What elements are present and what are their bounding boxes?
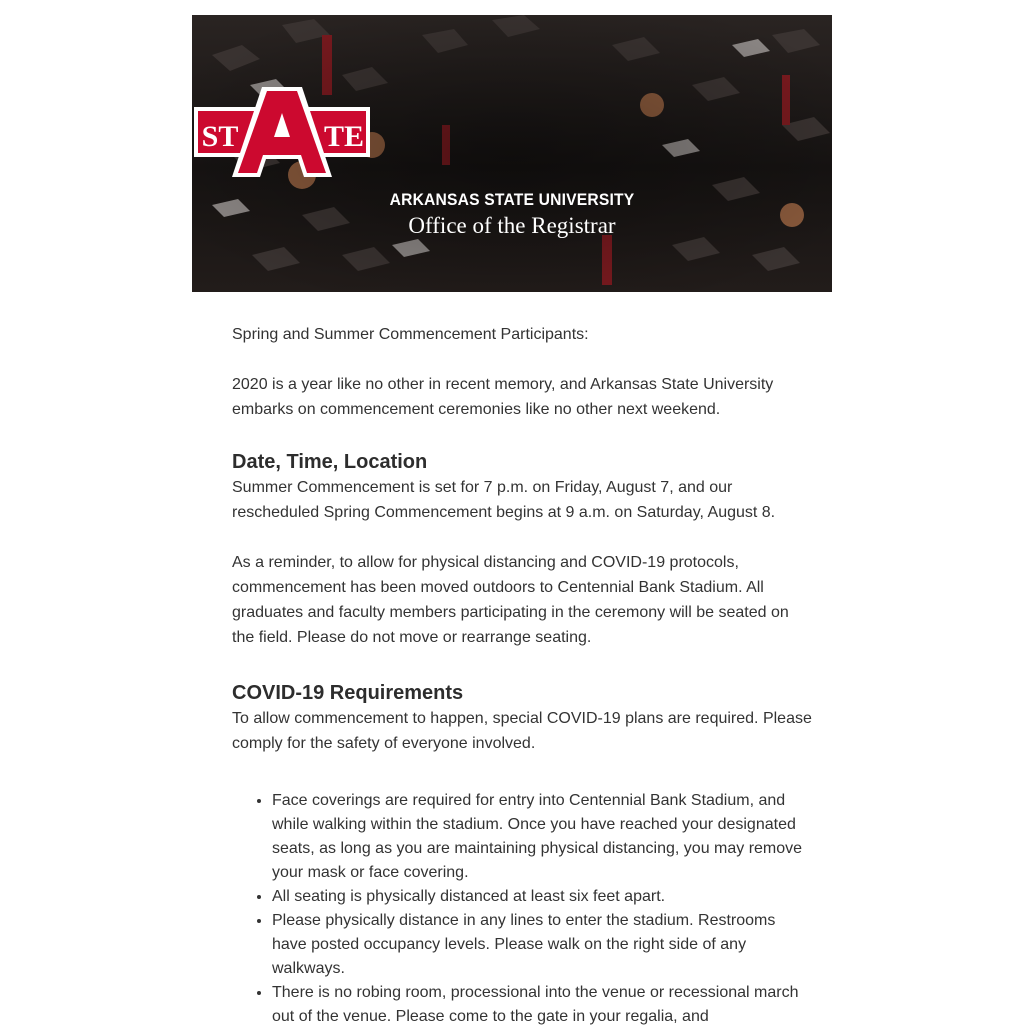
intro-paragraph: 2020 is a year like no other in recent memory, and Arkansas State University embarks on commencement ceremonies like no other next weekend.	[232, 376, 774, 418]
logo-letters-st: ST	[201, 120, 239, 153]
list-item: • Face coverings are required for entry into Centennial Bank Stadium, and while walking within the stadium. Once you have reached your designated seats, as long as you are maintaining physical distancing, you may remove your mask or face covering.	[272, 789, 812, 885]
covid-requirements-list	[232, 789, 812, 1029]
section-heading-covid-requirements: COVID-19 Requirements	[232, 682, 464, 704]
greeting: Spring and Summer Commencement Participants:	[232, 326, 589, 343]
covid-intro-paragraph: To allow commencement to happen, special COVID-19 plans are required. Please comply for the safety of everyone involved.	[232, 710, 812, 752]
section-heading-date-time-location: Date, Time, Location	[232, 451, 428, 473]
logo-letters-te: TE	[323, 120, 365, 153]
email-body	[232, 322, 812, 1029]
date-paragraph: Summer Commencement is set for 7 p.m. on Friday, August 7, and our rescheduled Spring Commencement begins at 9 a.m. on Saturday, August 8.	[232, 479, 776, 521]
location-paragraph: As a reminder, to allow for physical distancing and COVID-19 protocols, commencement has been moved outdoors to Centennial Bank Stadium. All graduates and faculty members participating in the ceremony will be seated on the field. Please do not move or rearrange seating.	[232, 554, 789, 646]
list-item: • All seating is physically distanced at least six feet apart.	[272, 885, 812, 909]
list-item: • Please physically distance in any lines to enter the stadium. Restrooms have posted occupancy levels. Please walk on the right side of any walkways.	[272, 909, 812, 981]
list-item: • There is no robing room, processional into the venue or recessional march out of the venue. Please come to the gate in your regalia, and	[272, 981, 812, 1029]
university-name: ARKANSAS STATE UNIVERSITY	[389, 190, 635, 209]
header-banner	[192, 15, 832, 292]
office-name: Office of the Registrar	[408, 213, 616, 238]
